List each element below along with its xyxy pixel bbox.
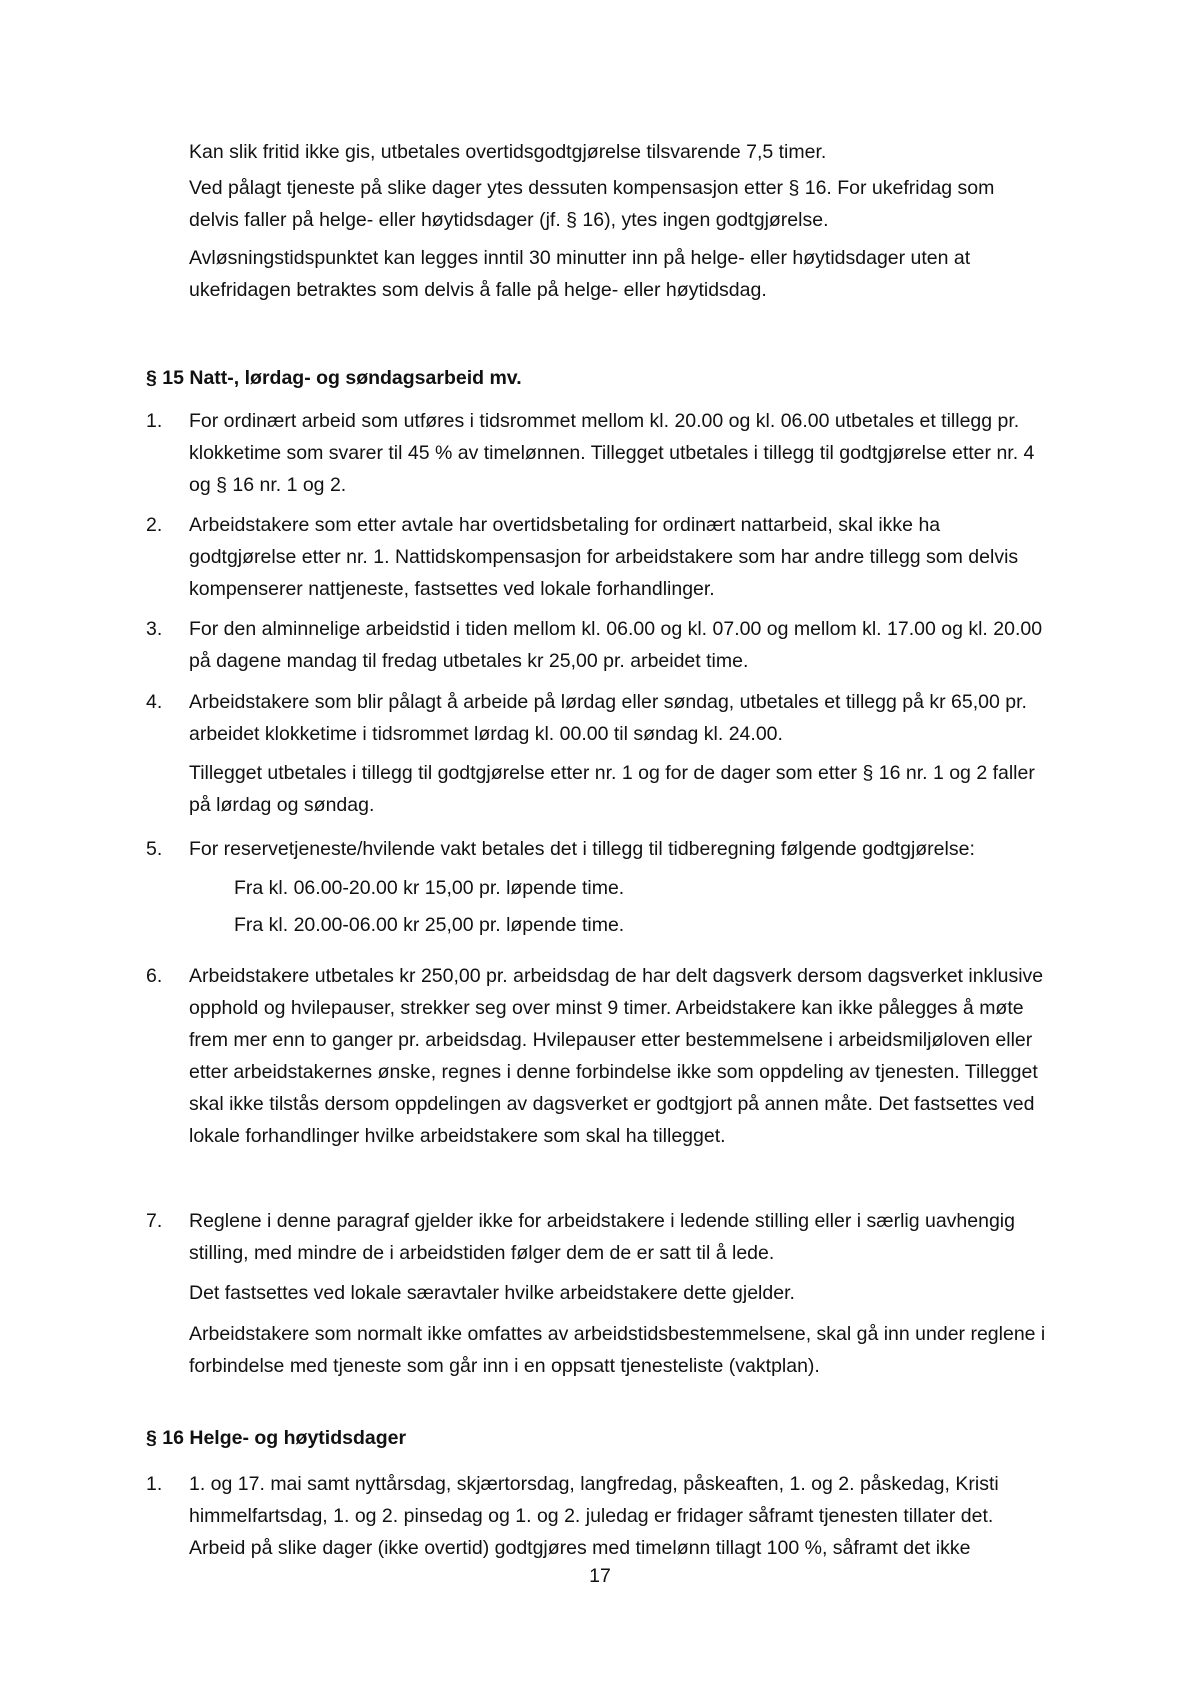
rate-line-day: Fra kl. 06.00-20.00 kr 15,00 pr. løpende time.: [234, 877, 625, 899]
list-item-number: 2.: [146, 514, 163, 536]
list-item-text: Reglene i denne paragraf gjelder ikke for arbeidstakere i ledende stilling eller i særlig uavhengig stilling, med mindre de i arbeidstiden følger dem de er satt til å lede.: [189, 1210, 1015, 1264]
section-15-heading: § 15 Natt-, lørdag- og søndagsarbeid mv.: [146, 367, 522, 389]
page-number: 17: [589, 1565, 611, 1587]
list-item-number: 1.: [146, 1473, 163, 1495]
list-item-number: 6.: [146, 965, 163, 987]
list-item-text: For ordinært arbeid som utføres i tidsrommet mellom kl. 20.00 og kl. 06.00 utbetales et tillegg pr. klokketime som svarer til 45 % av timelønnen. Tillegget utbetales i tillegg til godtgjørelse etter nr. 4 og § 16 nr. 1 og 2.: [189, 410, 1035, 496]
section-16-heading: § 16 Helge- og høytidsdager: [146, 1427, 407, 1449]
list-item-continuation: Tillegget utbetales i tillegg til godtgjørelse etter nr. 1 og for de dager som etter § 16 nr. 1 og 2 faller på lørdag og søndag.: [189, 762, 1035, 816]
list-item-number: 5.: [146, 838, 163, 860]
intro-paragraph-3: Avløsningstidspunktet kan legges inntil 30 minutter inn på helge- eller høytidsdager uten at ukefridagen betraktes som delvis å falle på helge- eller høytidsdag.: [189, 247, 971, 301]
list-item-text: For den alminnelige arbeidstid i tiden mellom kl. 06.00 og kl. 07.00 og mellom kl. 17.00 og kl. 20.00 på dagene mandag til fredag utbetales kr 25,00 pr. arbeidet time.: [189, 618, 1043, 672]
list-item-text: Arbeidstakere utbetales kr 250,00 pr. arbeidsdag de har delt dagsverk dersom dagsverket inklusive opphold og hvilepauser, strekker seg over minst 9 timer. Arbeidstakere kan ikke pålegges å møte frem mer enn to ganger pr. arbeidsdag. Hvilepauser etter bestemmelsene i arbeidsmiljøloven eller etter arbeidstakernes ønske, regnes i denne forbindelse ikke som oppdeling av tjenesten. Tillegget skal ikke tilstås dersom oppdelingen av dagsverket er godtgjort på annen måte. Det fastsettes ved lokale forhandlinger hvilke arbeidstakere som skal ha tillegget.: [189, 965, 1044, 1147]
list-item-text: Arbeidstakere som etter avtale har overtidsbetaling for ordinært nattarbeid, skal ikke ha godtgjørelse etter nr. 1. Nattidskompensasjon for arbeidstakere som har andre tillegg som delvis kompenserer nattjeneste, fastsettes ved lokale forhandlinger.: [189, 514, 1019, 600]
intro-paragraph-1: Kan slik fritid ikke gis, utbetales overtidsgodtgjørelse tilsvarende 7,5 timer.: [189, 141, 827, 163]
list-item-continuation: Det fastsettes ved lokale særavtaler hvilke arbeidstakere dette gjelder.: [189, 1282, 795, 1304]
list-item-number: 7.: [146, 1210, 163, 1232]
list-item-text: For reservetjeneste/hvilende vakt betales det i tillegg til tidberegning følgende godtgjørelse:: [189, 838, 975, 860]
list-item-number: 4.: [146, 691, 163, 713]
list-item-number: 3.: [146, 618, 163, 640]
intro-paragraph-2: Ved pålagt tjeneste på slike dager ytes dessuten kompensasjon etter § 16. For ukefridag som delvis faller på helge- eller høytidsdager (jf. § 16), ytes ingen godtgjørelse.: [189, 177, 995, 231]
list-item-number: 1.: [146, 410, 163, 432]
list-item-text: Arbeidstakere som blir pålagt å arbeide på lørdag eller søndag, utbetales et tillegg på kr 65,00 pr. arbeidet klokketime i tidsrommet lørdag kl. 00.00 til søndag kl. 24.00.: [189, 691, 1027, 745]
list-item-continuation: Arbeidstakere som normalt ikke omfattes av arbeidstidsbestemmelsene, skal gå inn under reglene i forbindelse med tjeneste som går inn i en oppsatt tjenesteliste (vaktplan).: [189, 1323, 1046, 1377]
list-item-text: 1. og 17. mai samt nyttårsdag, skjærtorsdag, langfredag, påskeaften, 1. og 2. påskedag, Kristi himmelfartsdag, 1. og 2. pinsedag og 1. og 2. juledag er fridager såframt tjenesten tillater det. Arbeid på slike dager (ikke overtid) godtgjøres med timelønn tillagt 100 %, såframt det ikke: [189, 1473, 999, 1559]
rate-line-night: Fra kl. 20.00-06.00 kr 25,00 pr. løpende time.: [234, 914, 625, 936]
